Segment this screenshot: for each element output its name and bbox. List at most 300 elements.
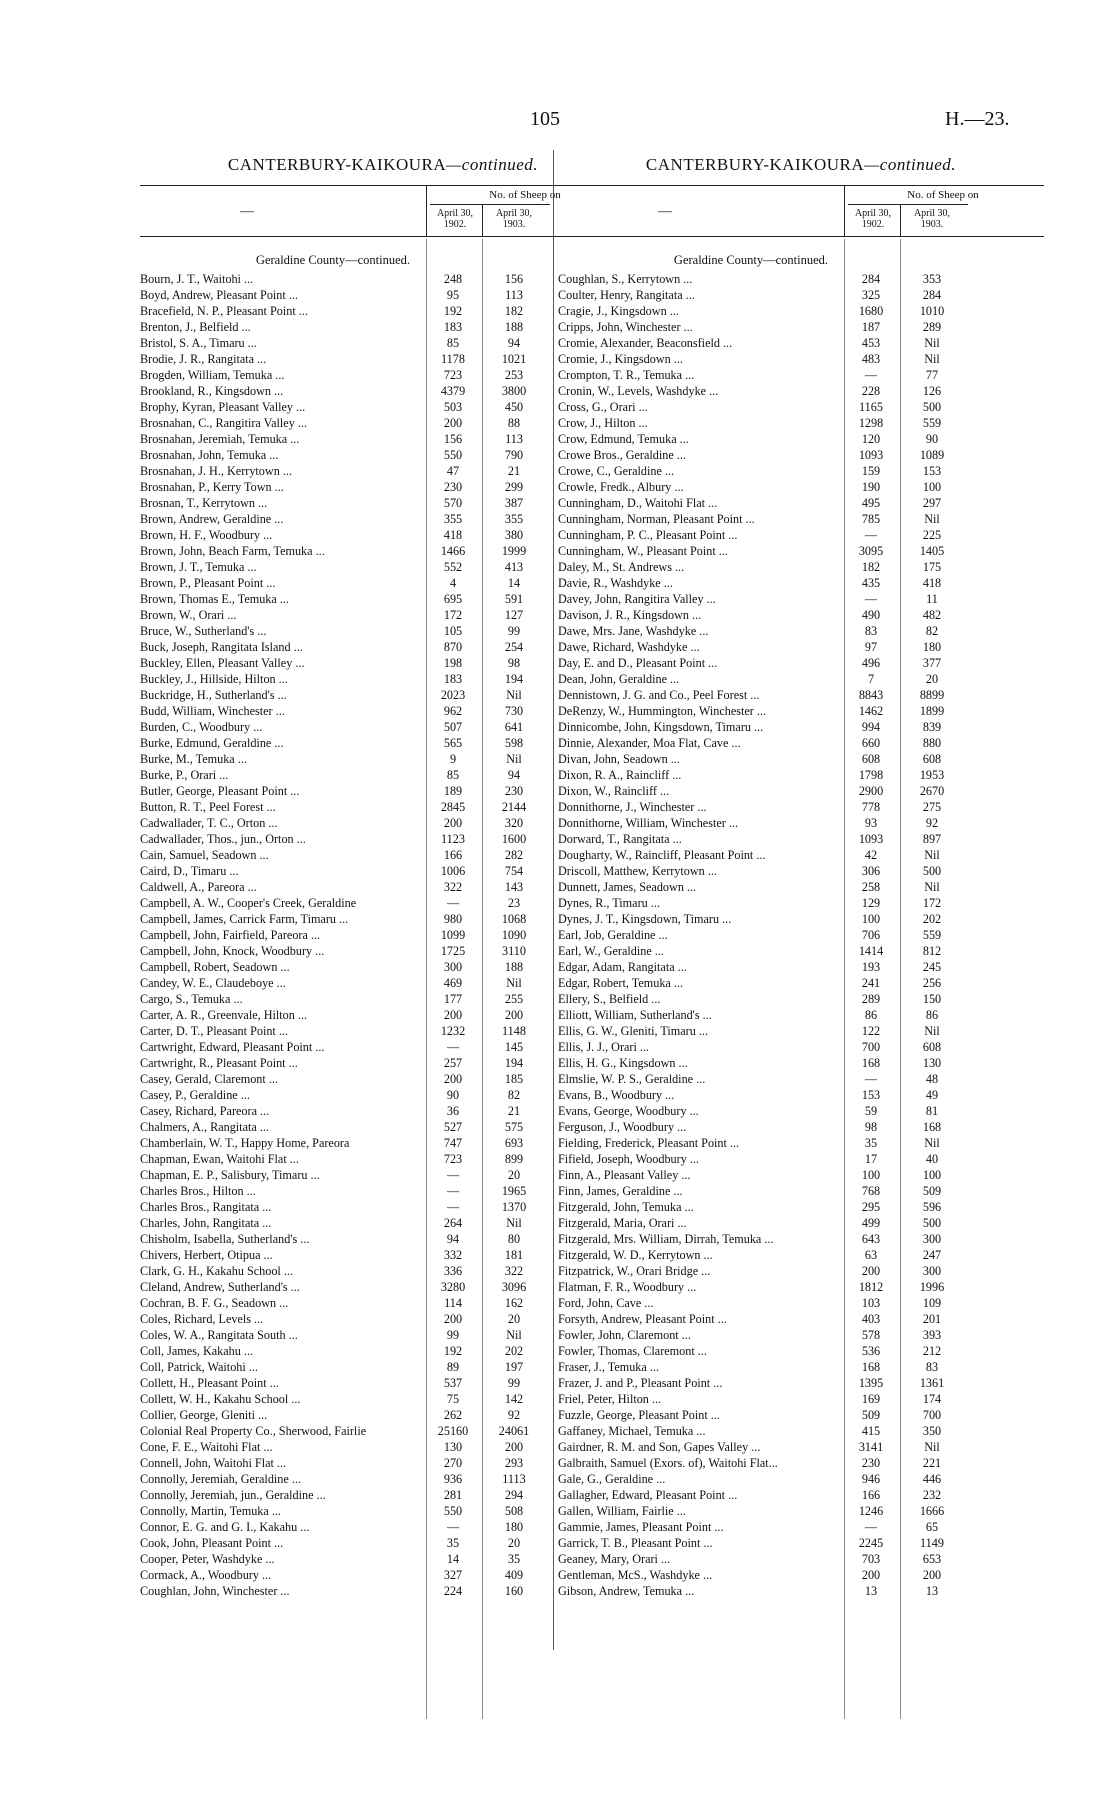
table-row bbox=[558, 303, 1044, 319]
owner-name-cell: Driscoll, Matthew, Kerrytown ... bbox=[558, 864, 717, 878]
owner-name-cell: Brown, W., Orari ... bbox=[140, 608, 237, 622]
owner-name-cell: Bristol, S. A., Timaru ... bbox=[140, 336, 257, 350]
sheep-1902-cell: 93 bbox=[864, 816, 878, 830]
table-row bbox=[140, 479, 626, 495]
owner-name-cell: Finn, James, Geraldine ... bbox=[558, 1184, 683, 1198]
sheep-1902-cell: 59 bbox=[864, 1104, 878, 1118]
sheep-1903-cell: Nil bbox=[506, 1216, 522, 1230]
owner-name-cell: Coulter, Henry, Rangitata ... bbox=[558, 288, 695, 302]
sheep-1903-cell: 202 bbox=[922, 912, 942, 926]
sheep-1903-cell: 754 bbox=[504, 864, 524, 878]
sheep-1903-cell: 201 bbox=[922, 1312, 942, 1326]
table-row bbox=[558, 1135, 1044, 1151]
owner-name-cell: Cleland, Andrew, Sutherland's ... bbox=[140, 1280, 300, 1294]
sheep-1903-cell: 200 bbox=[504, 1008, 524, 1022]
owner-name-cell: Buckley, Ellen, Pleasant Valley ... bbox=[140, 656, 305, 670]
header-rule bbox=[848, 204, 968, 205]
sheep-1902-cell: 415 bbox=[861, 1424, 881, 1438]
owner-name-cell: Dixon, W., Raincliff ... bbox=[558, 784, 670, 798]
sheep-1903-cell: 11 bbox=[926, 592, 938, 606]
sheep-1902-cell: 327 bbox=[443, 1568, 463, 1582]
sheep-1902-cell: 200 bbox=[443, 1008, 463, 1022]
table-row bbox=[558, 1007, 1044, 1023]
sheep-1903-cell: 77 bbox=[925, 368, 939, 382]
sheep-1902-cell: 17 bbox=[864, 1152, 878, 1166]
owner-name-cell: Cartwright, Edward, Pleasant Point ... bbox=[140, 1040, 325, 1054]
owner-name-cell: Donnithorne, William, Winchester ... bbox=[558, 816, 738, 830]
sheep-1903-cell: 380 bbox=[504, 528, 524, 542]
owner-name-cell: Gentleman, McS., Washdyke ... bbox=[558, 1568, 713, 1582]
sheep-1903-cell: 21 bbox=[507, 1104, 521, 1118]
owner-name-cell: Brosnahan, C., Rangitira Valley ... bbox=[140, 416, 307, 430]
sheep-1903-cell: 255 bbox=[504, 992, 524, 1006]
sheep-1902-cell: 962 bbox=[443, 704, 463, 718]
sheep-1903-cell: 92 bbox=[507, 1408, 521, 1422]
table-row bbox=[140, 943, 626, 959]
owner-name-cell: Dougharty, W., Raincliff, Pleasant Point ... bbox=[558, 848, 766, 862]
sheep-1903-cell: Nil bbox=[924, 512, 940, 526]
table-row bbox=[140, 863, 626, 879]
sheep-1903-cell: 482 bbox=[922, 608, 942, 622]
sheep-1903-cell: 127 bbox=[504, 608, 524, 622]
owner-name-cell: Earl, W., Geraldine ... bbox=[558, 944, 664, 958]
table-row bbox=[558, 1391, 1044, 1407]
table-row bbox=[140, 591, 626, 607]
sheep-1902-cell: 228 bbox=[861, 384, 881, 398]
sheep-1902-cell: 499 bbox=[861, 1216, 881, 1230]
owner-name-cell: Ellis, G. W., Gleniti, Timaru ... bbox=[558, 1024, 708, 1038]
sheep-1902-cell: 86 bbox=[864, 1008, 878, 1022]
sheep-1903-cell: Nil bbox=[506, 752, 522, 766]
owner-name-cell: Buck, Joseph, Rangitata Island ... bbox=[140, 640, 303, 654]
table-row bbox=[558, 1023, 1044, 1039]
sheep-1902-cell: 166 bbox=[861, 1488, 881, 1502]
sheep-1903-cell: 300 bbox=[922, 1264, 942, 1278]
sheep-1903-cell: 86 bbox=[925, 1008, 939, 1022]
sheep-1903-cell: 641 bbox=[504, 720, 524, 734]
owner-name-cell: Collier, George, Gleniti ... bbox=[140, 1408, 268, 1422]
owner-name-cell: Dunnett, James, Seadown ... bbox=[558, 880, 697, 894]
owner-name-cell: Brosnan, T., Kerrytown ... bbox=[140, 496, 268, 510]
table-row bbox=[140, 879, 626, 895]
owner-name-cell: Connolly, Martin, Temuka ... bbox=[140, 1504, 281, 1518]
table-row bbox=[140, 959, 626, 975]
sheep-1903-cell: 289 bbox=[922, 320, 942, 334]
sheep-1903-cell: 299 bbox=[504, 480, 524, 494]
table-row bbox=[558, 1503, 1044, 1519]
sheep-1902-cell: 1178 bbox=[441, 352, 465, 366]
sheep-1902-cell: 258 bbox=[861, 880, 881, 894]
owner-name-cell: Brown, J. T., Temuka ... bbox=[140, 560, 257, 574]
sheep-1903-cell: 2670 bbox=[919, 784, 945, 798]
sheep-1903-cell: 1953 bbox=[919, 768, 945, 782]
table-row bbox=[558, 1423, 1044, 1439]
sheep-1902-cell: 507 bbox=[443, 720, 463, 734]
sheep-1903-cell: 1089 bbox=[919, 448, 945, 462]
sheep-1902-cell: 496 bbox=[861, 656, 881, 670]
table-row bbox=[558, 559, 1044, 575]
table-row bbox=[140, 415, 626, 431]
sheep-1903-cell: Nil bbox=[924, 1024, 940, 1038]
sheep-1902-cell: 703 bbox=[861, 1552, 881, 1566]
table-row bbox=[140, 655, 626, 671]
owner-name-cell: Fielding, Frederick, Pleasant Point ... bbox=[558, 1136, 740, 1150]
table-row bbox=[558, 463, 1044, 479]
sheep-1903-cell: 126 bbox=[922, 384, 942, 398]
column-title bbox=[558, 155, 1044, 177]
sheep-1902-cell: 36 bbox=[446, 1104, 460, 1118]
sheep-1903-cell: 230 bbox=[504, 784, 524, 798]
owner-name-cell: Cadwallader, T. C., Orton ... bbox=[140, 816, 278, 830]
sheep-1903-cell: 880 bbox=[922, 736, 942, 750]
sheep-1902-cell: 1798 bbox=[858, 768, 884, 782]
owner-name-cell: DeRenzy, W., Hummington, Winchester ... bbox=[558, 704, 767, 718]
sheep-1902-cell: 83 bbox=[864, 624, 878, 638]
owner-name-cell: Cross, G., Orari ... bbox=[558, 400, 648, 414]
april-1903-header: April 30, 1903. bbox=[495, 208, 533, 230]
sheep-1903-cell: 1148 bbox=[502, 1024, 526, 1038]
table-row bbox=[140, 383, 626, 399]
sheep-1903-cell: 1999 bbox=[501, 544, 527, 558]
sheep-1902-cell: 537 bbox=[443, 1376, 463, 1390]
table-row bbox=[140, 1199, 626, 1215]
table-row bbox=[140, 1455, 626, 1471]
table-row bbox=[558, 991, 1044, 1007]
owner-name-cell: Gallagher, Edward, Pleasant Point ... bbox=[558, 1488, 738, 1502]
sheep-1903-cell: 284 bbox=[922, 288, 942, 302]
left-column bbox=[140, 155, 626, 1599]
owner-name-cell: Fraser, J., Temuka ... bbox=[558, 1360, 659, 1374]
sheep-1902-cell: 552 bbox=[443, 560, 463, 574]
sheep-1903-cell: 20 bbox=[925, 672, 939, 686]
owner-name-cell: Gaffaney, Michael, Temuka ... bbox=[558, 1424, 706, 1438]
owner-name-cell: Clark, G. H., Kakahu School ... bbox=[140, 1264, 293, 1278]
owner-name-cell: Brown, Andrew, Geraldine ... bbox=[140, 512, 284, 526]
table-row bbox=[140, 975, 626, 991]
table-header bbox=[140, 185, 626, 237]
sheep-1903-cell: 254 bbox=[504, 640, 524, 654]
sheep-1902-cell: 483 bbox=[861, 352, 881, 366]
sheep-1902-cell: 418 bbox=[443, 528, 463, 542]
owner-name-cell: Earl, Job, Geraldine ... bbox=[558, 928, 668, 942]
table-row bbox=[140, 1519, 626, 1535]
owner-name-cell: Brown, H. F., Woodbury ... bbox=[140, 528, 273, 542]
sheep-1902-cell: — bbox=[446, 1520, 460, 1534]
table-row bbox=[140, 495, 626, 511]
sheep-1903-cell: 812 bbox=[922, 944, 942, 958]
owner-name-cell: Carter, A. R., Greenvale, Hilton ... bbox=[140, 1008, 308, 1022]
owner-name-cell: Gale, G., Geraldine ... bbox=[558, 1472, 666, 1486]
sheep-1902-cell: 306 bbox=[861, 864, 881, 878]
table-row bbox=[558, 543, 1044, 559]
sheep-1902-cell: 200 bbox=[861, 1264, 881, 1278]
owner-name-cell: Dean, John, Geraldine ... bbox=[558, 672, 680, 686]
sheep-1902-cell: 120 bbox=[861, 432, 881, 446]
owner-name-cell: Fifield, Joseph, Woodbury ... bbox=[558, 1152, 699, 1166]
sheep-1902-cell: 192 bbox=[443, 1344, 463, 1358]
sheep-1902-cell: 1462 bbox=[858, 704, 884, 718]
sheep-1903-cell: 90 bbox=[925, 432, 939, 446]
table-row bbox=[558, 1263, 1044, 1279]
owner-name-cell: Cartwright, R., Pleasant Point ... bbox=[140, 1056, 298, 1070]
sheep-1902-cell: 190 bbox=[861, 480, 881, 494]
table-row bbox=[558, 1343, 1044, 1359]
table-row bbox=[558, 1295, 1044, 1311]
table-row bbox=[140, 367, 626, 383]
sheep-1902-cell: 63 bbox=[864, 1248, 878, 1262]
owner-name-cell: Campbell, Robert, Seadown ... bbox=[140, 960, 290, 974]
sheep-1903-cell: 1370 bbox=[501, 1200, 527, 1214]
sheep-1903-cell: 450 bbox=[504, 400, 524, 414]
sheep-1903-cell: 142 bbox=[504, 1392, 524, 1406]
sheep-1903-cell: 300 bbox=[922, 1232, 942, 1246]
sheep-1903-cell: 160 bbox=[504, 1584, 524, 1598]
name-column-dash: — bbox=[240, 204, 254, 219]
table-row bbox=[558, 1247, 1044, 1263]
owner-name-cell: Flatman, F. R., Woodbury ... bbox=[558, 1280, 697, 1294]
sheep-1902-cell: 114 bbox=[444, 1296, 462, 1310]
sheep-1902-cell: 1414 bbox=[858, 944, 884, 958]
sheep-1902-cell: 503 bbox=[443, 400, 463, 414]
table-row bbox=[558, 703, 1044, 719]
sheep-1903-cell: 297 bbox=[922, 496, 942, 510]
owner-name-cell: Campbell, James, Carrick Farm, Timaru ... bbox=[140, 912, 349, 926]
table-row bbox=[558, 1183, 1044, 1199]
sheep-1902-cell: 1099 bbox=[440, 928, 466, 942]
owner-name-cell: Evans, George, Woodbury ... bbox=[558, 1104, 699, 1118]
owner-name-cell: Buckridge, H., Sutherland's ... bbox=[140, 688, 287, 702]
owner-name-cell: Brodie, J. R., Rangitata ... bbox=[140, 352, 267, 366]
sheep-1902-cell: 100 bbox=[861, 1168, 881, 1182]
owner-name-cell: Fitzgerald, John, Temuka ... bbox=[558, 1200, 694, 1214]
table-row bbox=[558, 1119, 1044, 1135]
sheep-1902-cell: 643 bbox=[861, 1232, 881, 1246]
sheep-1903-cell: 100 bbox=[922, 1168, 942, 1182]
page-reference: H.—23. bbox=[945, 108, 1010, 130]
sheep-1903-cell: 446 bbox=[922, 1472, 942, 1486]
owner-name-cell: Brophy, Kyran, Pleasant Valley ... bbox=[140, 400, 306, 414]
sheep-1903-cell: 156 bbox=[504, 272, 524, 286]
sheep-1903-cell: 20 bbox=[507, 1168, 521, 1182]
owner-name-cell: Buckley, J., Hillside, Hilton ... bbox=[140, 672, 288, 686]
owner-name-cell: Budd, William, Winchester ... bbox=[140, 704, 285, 718]
table-row bbox=[558, 975, 1044, 991]
title-main: CANTERBURY-KAIKOURA bbox=[227, 155, 447, 174]
sheep-1902-cell: 198 bbox=[443, 656, 463, 670]
table-row bbox=[558, 1199, 1044, 1215]
sheep-1903-cell: 81 bbox=[925, 1104, 939, 1118]
sheep-1902-cell: 200 bbox=[443, 416, 463, 430]
sheep-1903-cell: 355 bbox=[504, 512, 524, 526]
table-row bbox=[140, 1535, 626, 1551]
owner-name-cell: Fitzpatrick, W., Orari Bridge ... bbox=[558, 1264, 711, 1278]
sheep-1902-cell: 403 bbox=[861, 1312, 881, 1326]
table-row bbox=[140, 751, 626, 767]
sheep-1903-cell: 8899 bbox=[919, 688, 945, 702]
sheep-1903-cell: Nil bbox=[924, 1136, 940, 1150]
sheep-1903-cell: 94 bbox=[507, 768, 521, 782]
owner-name-cell: Dixon, R. A., Raincliff ... bbox=[558, 768, 682, 782]
owner-name-cell: Brogden, William, Temuka ... bbox=[140, 368, 285, 382]
sheep-1902-cell: 3095 bbox=[858, 544, 884, 558]
owner-name-cell: Frazer, J. and P., Pleasant Point ... bbox=[558, 1376, 723, 1390]
sheep-1902-cell: 100 bbox=[861, 912, 881, 926]
sheep-1902-cell: 1093 bbox=[858, 448, 884, 462]
sheep-1903-cell: 2144 bbox=[501, 800, 527, 814]
table-row bbox=[140, 735, 626, 751]
table-row bbox=[140, 623, 626, 639]
sheep-1902-cell: 89 bbox=[446, 1360, 460, 1374]
sheep-1903-cell: 839 bbox=[922, 720, 942, 734]
owner-name-cell: Dawe, Mrs. Jane, Washdyke ... bbox=[558, 624, 709, 638]
sheep-1902-cell: 1093 bbox=[858, 832, 884, 846]
sheep-1902-cell: 4379 bbox=[440, 384, 466, 398]
table-row bbox=[140, 1183, 626, 1199]
owner-name-cell: Geaney, Mary, Orari ... bbox=[558, 1552, 671, 1566]
title-continued: —continued. bbox=[446, 155, 539, 174]
sheep-1903-cell: 693 bbox=[504, 1136, 524, 1150]
owner-name-cell: Brosnahan, Jeremiah, Temuka ... bbox=[140, 432, 300, 446]
sheep-1903-cell: 94 bbox=[507, 336, 521, 350]
table-row bbox=[140, 1055, 626, 1071]
sheep-1902-cell: 166 bbox=[443, 848, 463, 862]
owner-name-cell: Dynes, R., Timaru ... bbox=[558, 896, 660, 910]
sheep-table bbox=[140, 271, 626, 1599]
owner-name-cell: Bourn, J. T., Waitohi ... bbox=[140, 272, 254, 286]
table-row bbox=[140, 1471, 626, 1487]
sheep-1903-cell: 1899 bbox=[919, 704, 945, 718]
sheep-1902-cell: 332 bbox=[443, 1248, 463, 1262]
sheep-1902-cell: 300 bbox=[443, 960, 463, 974]
sheep-1902-cell: 130 bbox=[443, 1440, 463, 1454]
owner-name-cell: Divan, John, Seadown ... bbox=[558, 752, 680, 766]
sheep-1902-cell: 994 bbox=[861, 720, 881, 734]
table-row bbox=[140, 1327, 626, 1343]
sheep-1902-cell: 281 bbox=[443, 1488, 463, 1502]
sheep-1902-cell: 177 bbox=[443, 992, 463, 1006]
table-row bbox=[140, 271, 626, 287]
sheep-1902-cell: 153 bbox=[861, 1088, 881, 1102]
sheep-1902-cell: 189 bbox=[443, 784, 463, 798]
table-row bbox=[558, 1359, 1044, 1375]
owner-name-cell: Edgar, Robert, Temuka ... bbox=[558, 976, 684, 990]
owner-name-cell: Casey, Gerald, Claremont ... bbox=[140, 1072, 278, 1086]
sheep-1903-cell: 256 bbox=[922, 976, 942, 990]
owner-name-cell: Cromie, J., Kingsdown ... bbox=[558, 352, 683, 366]
table-row bbox=[558, 767, 1044, 783]
sheep-1902-cell: 200 bbox=[861, 1568, 881, 1582]
table-row bbox=[558, 1055, 1044, 1071]
table-row bbox=[140, 351, 626, 367]
sheep-1903-cell: 20 bbox=[507, 1536, 521, 1550]
sheep-1903-cell: 88 bbox=[507, 416, 521, 430]
table-row bbox=[140, 783, 626, 799]
sheep-1902-cell: 1123 bbox=[441, 832, 465, 846]
sheep-1903-cell: 1010 bbox=[919, 304, 945, 318]
owner-name-cell: Fowler, John, Claremont ... bbox=[558, 1328, 691, 1342]
table-row bbox=[140, 927, 626, 943]
sheep-1902-cell: 1006 bbox=[440, 864, 466, 878]
sheep-1903-cell: 1405 bbox=[919, 544, 945, 558]
sheep-1902-cell: — bbox=[864, 1072, 878, 1086]
table-row bbox=[558, 1167, 1044, 1183]
owner-name-cell: Elliott, William, Sutherland's ... bbox=[558, 1008, 712, 1022]
sheep-1902-cell: 700 bbox=[861, 1040, 881, 1054]
sheep-1903-cell: Nil bbox=[924, 336, 940, 350]
table-row bbox=[558, 1071, 1044, 1087]
name-column-dash: — bbox=[658, 204, 672, 219]
sheep-1902-cell: — bbox=[864, 592, 878, 606]
sheep-1903-cell: 113 bbox=[505, 432, 523, 446]
sheep-1902-cell: 550 bbox=[443, 448, 463, 462]
owner-name-cell: Connolly, Jeremiah, jun., Geraldine ... bbox=[140, 1488, 326, 1502]
table-row bbox=[558, 1519, 1044, 1535]
table-row bbox=[558, 1567, 1044, 1583]
table-row bbox=[140, 1407, 626, 1423]
table-row bbox=[558, 1279, 1044, 1295]
sheep-1902-cell: — bbox=[446, 1168, 460, 1182]
owner-name-cell: Collett, W. H., Kakahu School ... bbox=[140, 1392, 301, 1406]
sheep-1902-cell: 768 bbox=[861, 1184, 881, 1198]
sheep-1903-cell: 1600 bbox=[501, 832, 527, 846]
sheep-1902-cell: 1232 bbox=[440, 1024, 466, 1038]
owner-name-cell: Chivers, Herbert, Otipua ... bbox=[140, 1248, 273, 1262]
sheep-1902-cell: 75 bbox=[446, 1392, 460, 1406]
sheep-1903-cell: 1068 bbox=[501, 912, 527, 926]
sheep-1903-cell: 202 bbox=[504, 1344, 524, 1358]
table-row bbox=[558, 1039, 1044, 1055]
sheep-1903-cell: 353 bbox=[922, 272, 942, 286]
owner-name-cell: Charles Bros., Rangitata ... bbox=[140, 1200, 272, 1214]
sheep-1902-cell: 1165 bbox=[859, 400, 883, 414]
sheep-1902-cell: 469 bbox=[443, 976, 463, 990]
owner-name-cell: Campbell, John, Knock, Woodbury ... bbox=[140, 944, 325, 958]
sheep-1902-cell: 536 bbox=[861, 1344, 881, 1358]
sheep-1903-cell: 413 bbox=[504, 560, 524, 574]
table-row bbox=[558, 399, 1044, 415]
table-row bbox=[140, 815, 626, 831]
sheep-1903-cell: 98 bbox=[507, 656, 521, 670]
sheep-1903-cell: 23 bbox=[507, 896, 521, 910]
sheep-1902-cell: 785 bbox=[861, 512, 881, 526]
sheep-1903-cell: 897 bbox=[922, 832, 942, 846]
table-row bbox=[140, 1023, 626, 1039]
table-row bbox=[140, 911, 626, 927]
table-row bbox=[140, 399, 626, 415]
table-row bbox=[558, 591, 1044, 607]
sheep-1903-cell: 253 bbox=[504, 368, 524, 382]
sheep-table bbox=[558, 271, 1044, 1599]
table-row bbox=[140, 1039, 626, 1055]
sheep-1902-cell: 453 bbox=[861, 336, 881, 350]
table-row bbox=[140, 1311, 626, 1327]
sheep-1903-cell: 225 bbox=[922, 528, 942, 542]
table-row bbox=[140, 1567, 626, 1583]
sheep-1902-cell: 200 bbox=[443, 1312, 463, 1326]
sheep-1902-cell: 94 bbox=[446, 1232, 460, 1246]
sheep-1903-cell: 1021 bbox=[501, 352, 527, 366]
owner-name-cell: Cunningham, P. C., Pleasant Point ... bbox=[558, 528, 738, 542]
owner-name-cell: Finn, A., Pleasant Valley ... bbox=[558, 1168, 691, 1182]
owner-name-cell: Ellis, H. G., Kingsdown ... bbox=[558, 1056, 688, 1070]
sheep-1903-cell: 322 bbox=[504, 1264, 524, 1278]
sheep-1902-cell: 200 bbox=[443, 816, 463, 830]
table-row bbox=[140, 511, 626, 527]
sheep-1902-cell: 495 bbox=[861, 496, 881, 510]
table-row bbox=[558, 1535, 1044, 1551]
sheep-1903-cell: 175 bbox=[922, 560, 942, 574]
owner-name-cell: Bruce, W., Sutherland's ... bbox=[140, 624, 267, 638]
